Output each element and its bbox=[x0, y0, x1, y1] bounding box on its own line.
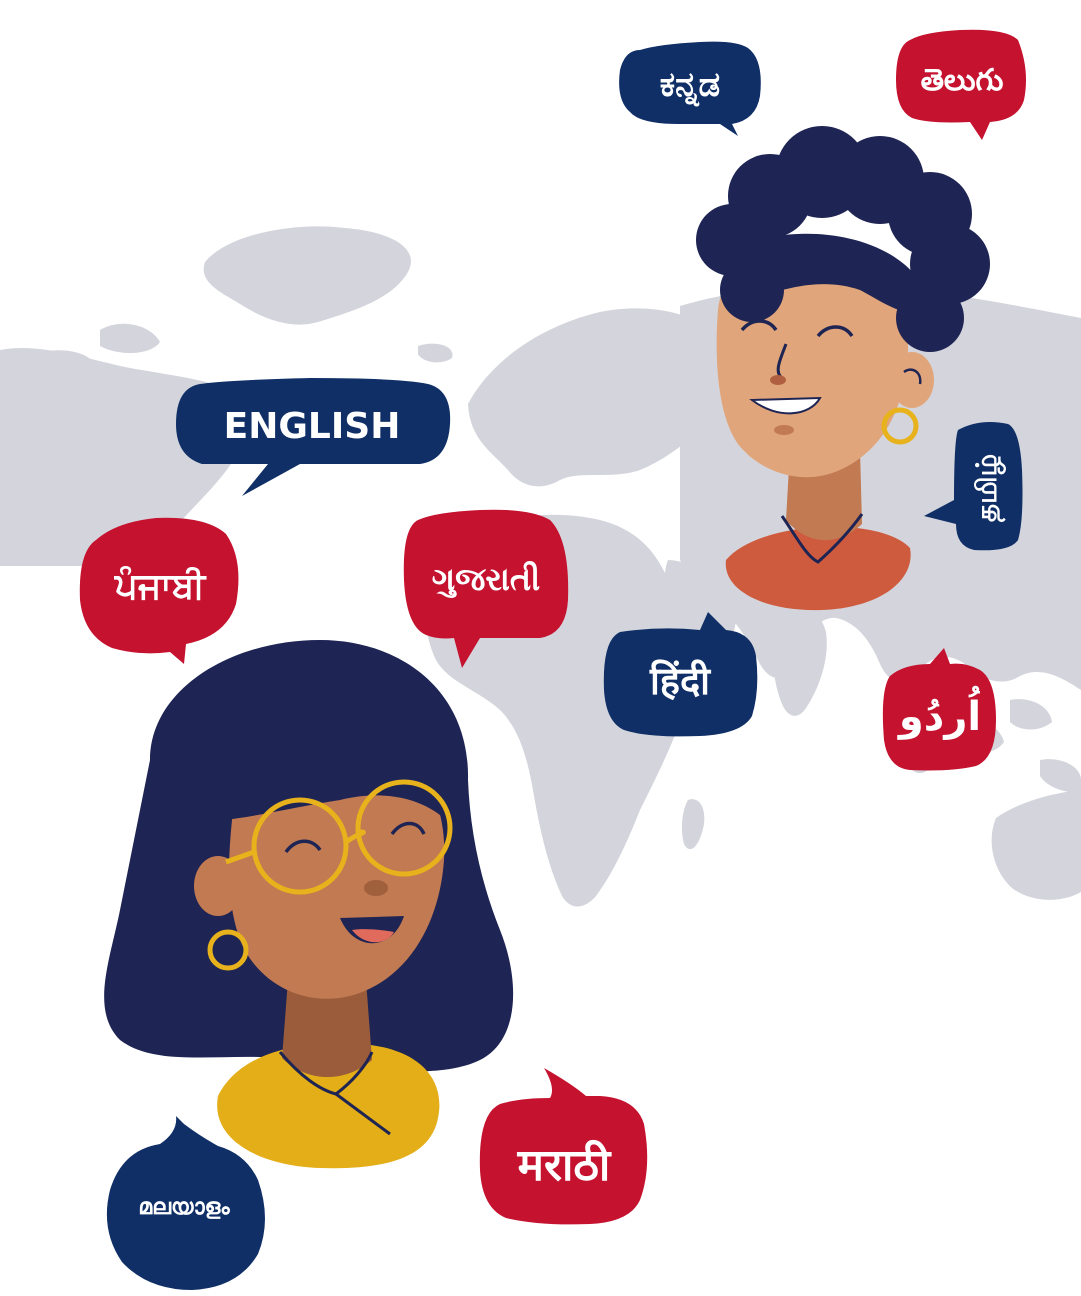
bubble-telugu-label: తెలుగు bbox=[920, 63, 1004, 98]
bubble-punjabi bbox=[80, 518, 239, 664]
bubble-urdu-label: اُردُو bbox=[898, 694, 982, 740]
bubble-malayalam-label: മലയാളം bbox=[138, 1195, 230, 1220]
bubble-marathi bbox=[480, 1068, 647, 1224]
bubble-telugu bbox=[896, 30, 1026, 140]
bubble-marathi-label: मराठी bbox=[517, 1140, 611, 1191]
bubble-punjabi-label: ਪੰਜਾਬੀ bbox=[114, 566, 206, 607]
bubble-english-label: ENGLISH bbox=[223, 406, 401, 447]
bubble-kannada-label: ಕನ್ನಡ bbox=[659, 65, 721, 105]
woman-bottom-left bbox=[104, 640, 513, 1168]
bubble-tamil-label: தமிழ் bbox=[970, 453, 1003, 523]
bubble-gujarati-label: ગુજરાતી bbox=[431, 560, 541, 598]
bubble-hindi-label: हिंदी bbox=[649, 659, 711, 703]
bubble-kannada bbox=[619, 42, 761, 136]
